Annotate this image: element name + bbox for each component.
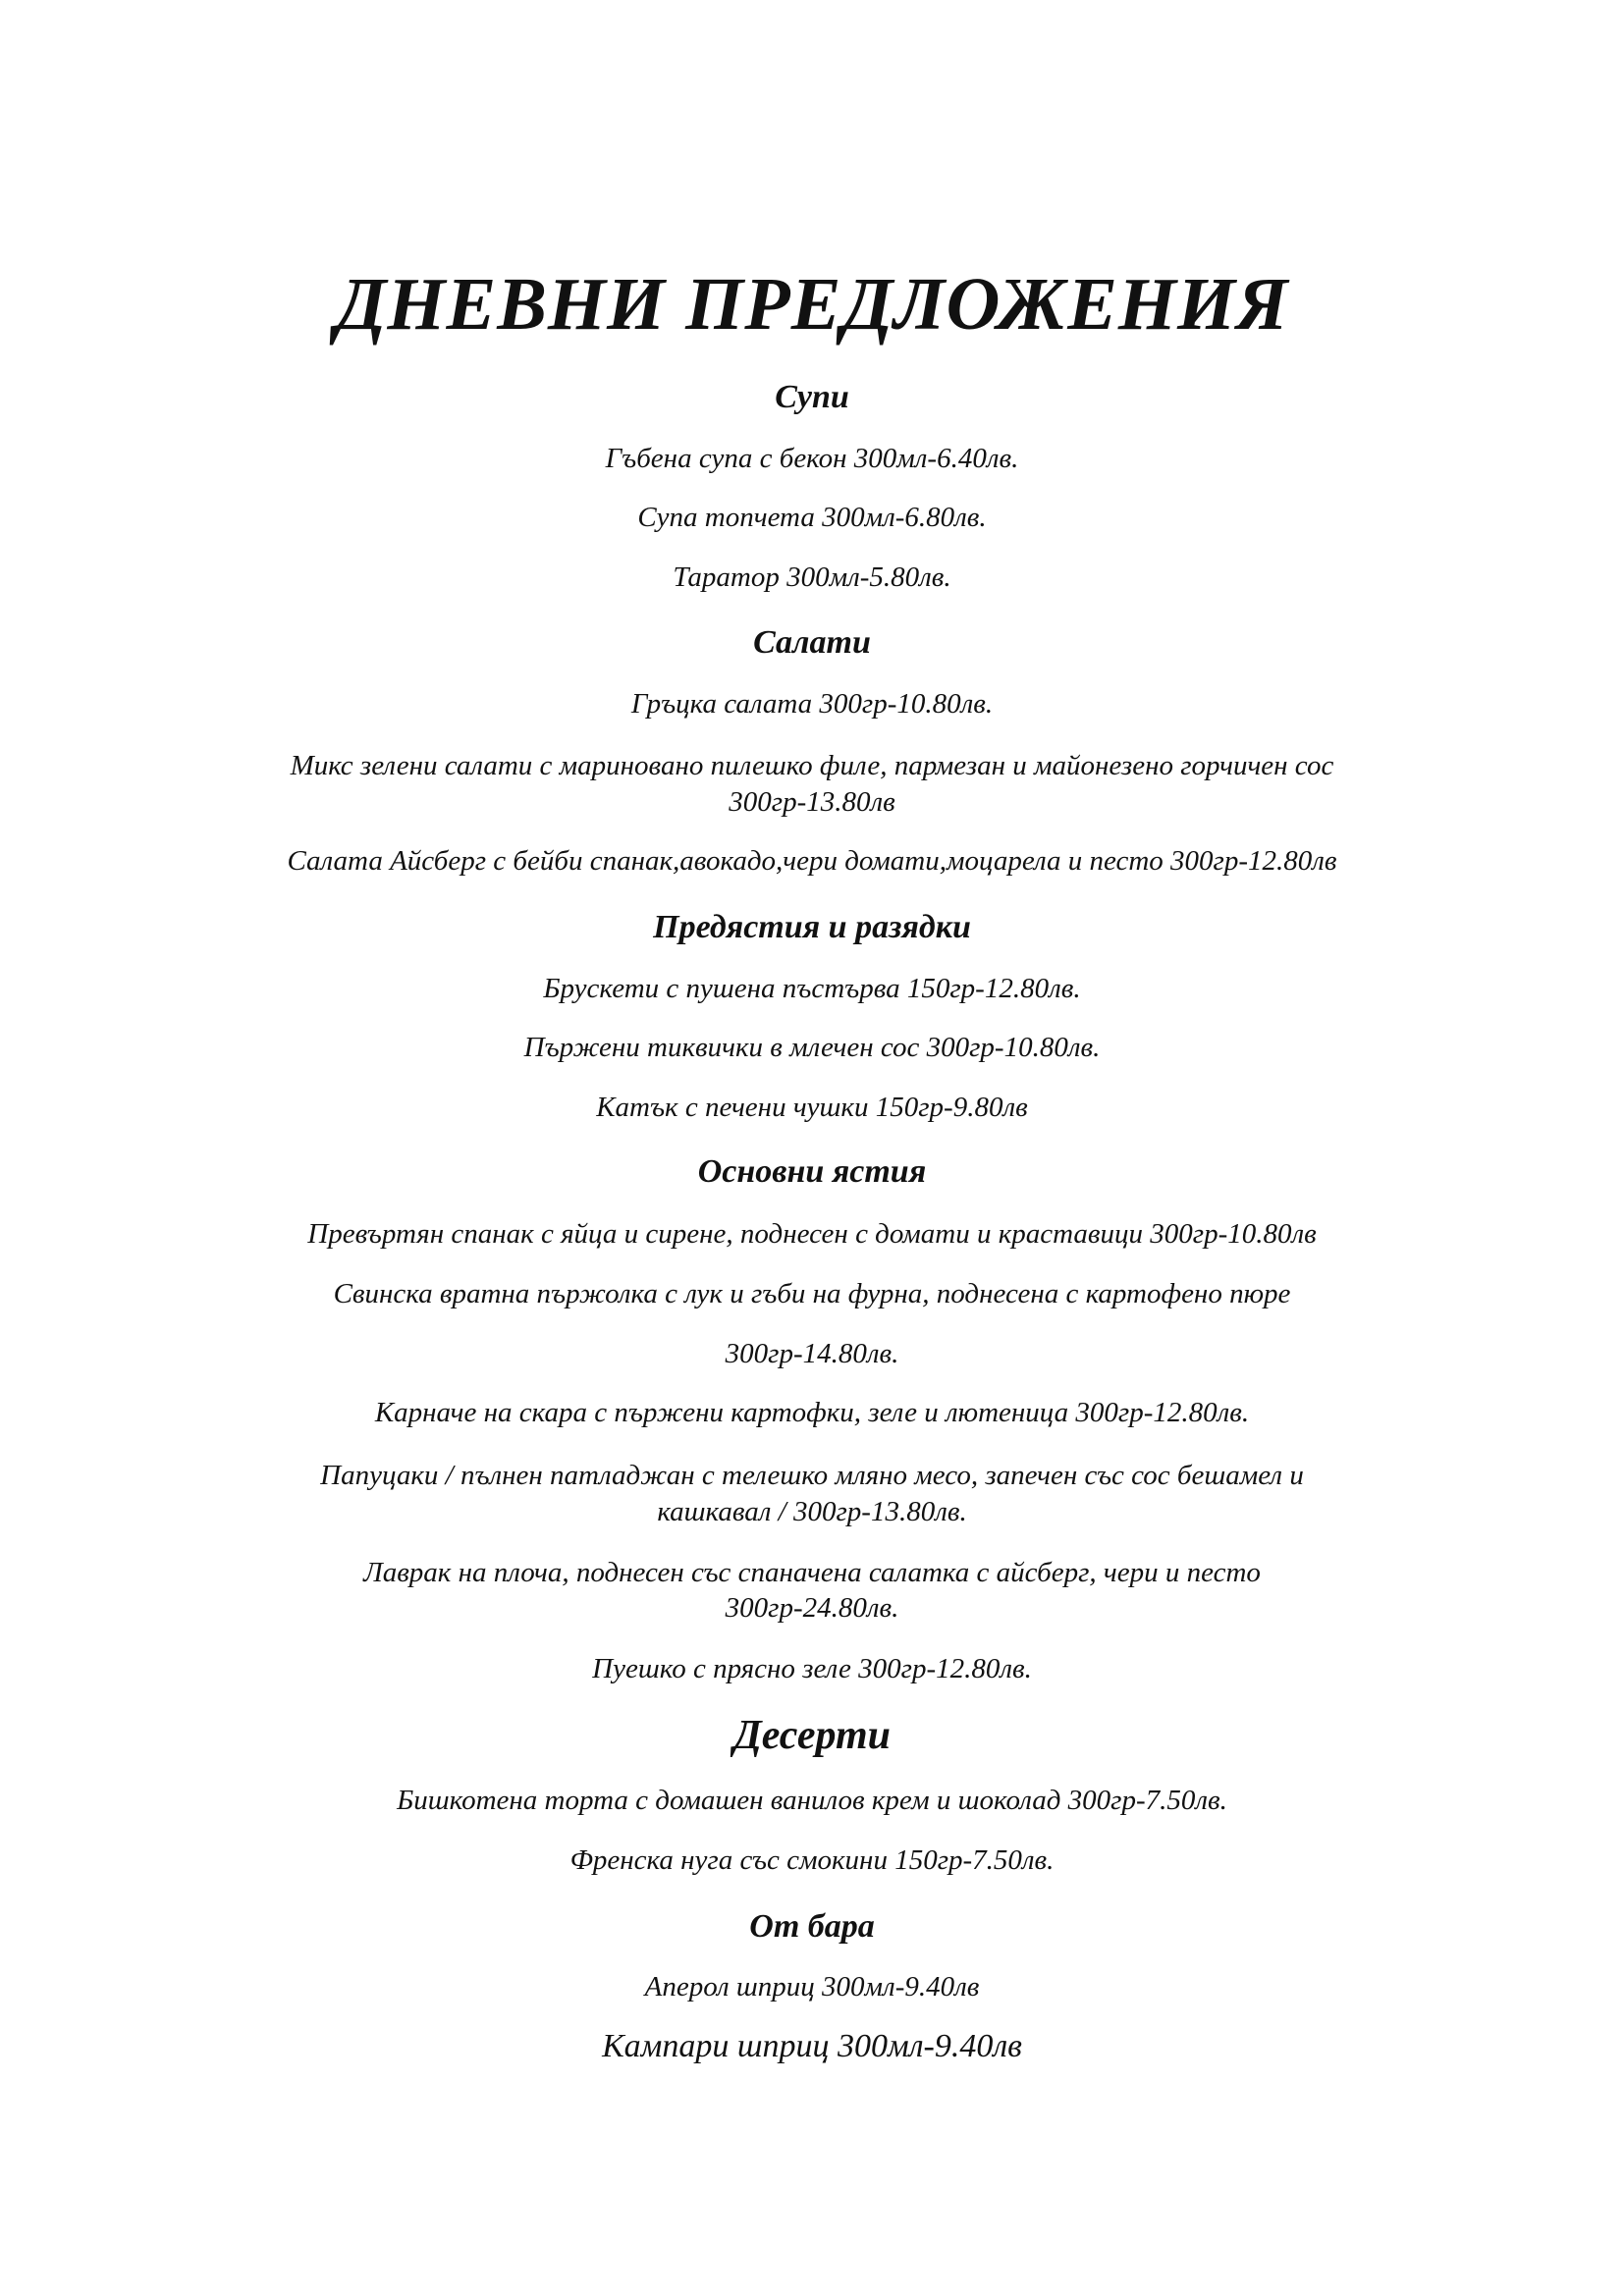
section-heading-soups: Супи <box>775 379 849 415</box>
menu-item: Лаврак на плоча, поднесен със спаначена салатка с айсберг, чери и песто <box>363 1557 1261 1588</box>
section-heading-salads: Салати <box>753 624 871 661</box>
menu-item: Брускети с пушена пъстърва 150гр-12.80лв. <box>543 973 1081 1004</box>
menu-item: Супа топчета 300мл-6.80лв. <box>637 502 987 533</box>
menu-item: Бишкотена торта с домашен ванилов крем и шоколад 300гр-7.50лв. <box>397 1785 1227 1816</box>
menu-item: Пуешко с прясно зеле 300гр-12.80лв. <box>592 1653 1032 1684</box>
menu-item: Салата Айсберг с бейби спанак,авокадо,чери домати,моцарела и песто 300гр-12.80лв <box>287 845 1337 877</box>
menu-item: Френска нуга със смокини 150гр-7.50лв. <box>569 1844 1055 1876</box>
section-heading-starters: Предястия и разядки <box>653 909 971 945</box>
section-heading-mains: Основни ястия <box>697 1153 927 1190</box>
section-heading-bar: От бара <box>749 1908 875 1945</box>
menu-item: Катък с печени чушки 150гр-9.80лв <box>596 1092 1028 1123</box>
menu-item: Аперол шприц 300мл-9.40лв <box>644 1971 980 2002</box>
menu-item: Микс зелени салати с мариновано пилешко филе, пармезан и майонезено горчичен сос <box>290 750 1334 781</box>
menu-item: Пържени тиквички в млечен сос 300гр-10.80лв. <box>523 1032 1101 1063</box>
menu-item: Свинска вратна пържолка с лук и гъби на фурна, поднесена с картофено пюре <box>333 1278 1291 1309</box>
menu-item: кашкавал / 300гр-13.80лв. <box>657 1496 967 1527</box>
menu-item: Папуцаки / пълнен патладжан с телешко мляно месо, запечен със сос бешамел и <box>320 1460 1304 1491</box>
menu-item: Гъбена супа с бекон 300мл-6.40лв. <box>605 443 1019 474</box>
menu-item: Кампари шприц 300мл-9.40лв <box>602 2028 1022 2064</box>
menu-item: 300гр-13.80лв <box>729 786 895 818</box>
menu-item: Гръцка салата 300гр-10.80лв. <box>630 688 994 720</box>
section-heading-desserts: Десерти <box>733 1713 891 1758</box>
menu-item: Превъртян спанак с яйца и сирене, поднесен с домати и краставици 300гр-10.80лв <box>307 1218 1317 1250</box>
menu-item: Карначе на скара с пържени картофки, зеле и лютеница 300гр-12.80лв. <box>374 1397 1250 1428</box>
menu-item: Таратор 300мл-5.80лв. <box>673 561 951 593</box>
menu-item: 300гр-14.80лв. <box>725 1338 899 1369</box>
page-title: ДНЕВНИ ПРЕДЛОЖЕНИЯ <box>335 263 1289 346</box>
menu-item: 300гр-24.80лв. <box>725 1592 899 1624</box>
